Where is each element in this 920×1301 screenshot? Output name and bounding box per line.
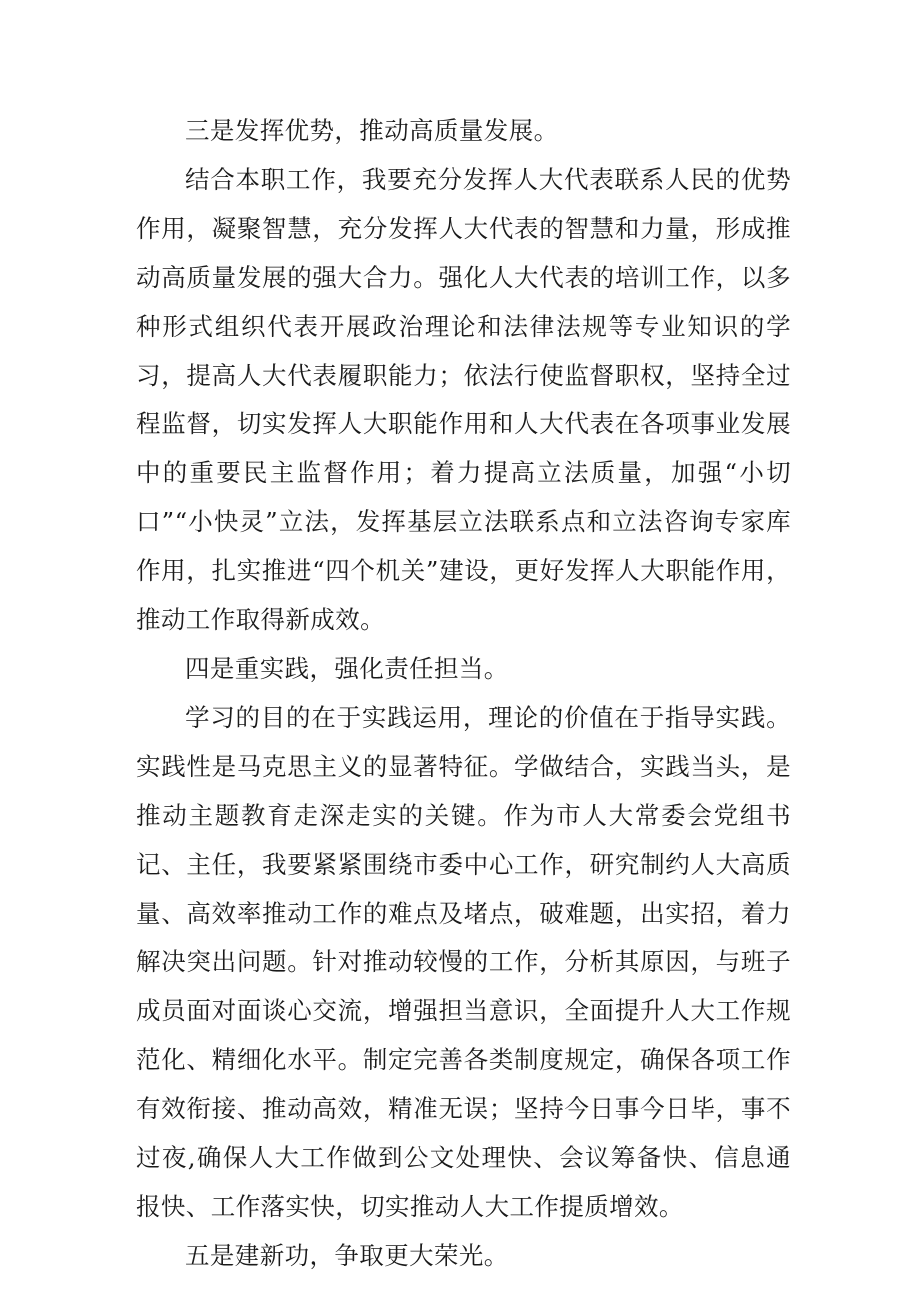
document-body — [136, 107, 791, 1281]
section-heading-4: 四是重实践，强化责任担当。 — [185, 653, 509, 683]
section-heading-5: 五是建新功，争取更大荣光。 — [185, 1240, 509, 1270]
body-paragraph: 学习的目的在于实践运用，理论的价值在于指导实践。实践性是马克思主义的显著特征。学做结合，实践当头，是推动主题教育走深走实的关键。作为市人大常委会党组书记、主任，我要紧紧围绕市委中心工作，研究制约人大高质量、高效率推动工作的难点及堵点，破难题，出实招，着力解决突出问题。针对推动较慢的工作，分析其原因，与班子成员面对面谈心交流，增强担当意识，全面提升人大工作规范化、精细化水平。制定完善各类制度规定，确保各项工作有效衔接、推动高效，精准无误；坚持今日事今日毕，事不过夜,确保人大工作做到公文处理快、会议筹备快、信息通报快、工作落实快，切实推动人大工作提质增效。 — [136, 702, 791, 1221]
body-paragraph: 结合本职工作，我要充分发挥人大代表联系人民的优势作用，凝聚智慧，充分发挥人大代表的智慧和力量，形成推动高质量发展的强大合力。强化人大代表的培训工作，以多种形式组织代表开展政治理论和法律法规等专业知识的学习，提高人大代表履职能力；依法行使监督职权，坚持全过程监督，切实发挥人大职能作用和人大代表在各项事业发展中的重要民主监督作用；着力提高立法质量，加强“小切口”“小快灵”立法，发挥基层立法联系点和立法咨询专家库作用，扎实推进“四个机关”建设，更好发挥人大职能作用，推动工作取得新成效。 — [136, 164, 791, 635]
section-heading-3: 三是发挥优势，推动高质量发展。 — [185, 116, 559, 145]
